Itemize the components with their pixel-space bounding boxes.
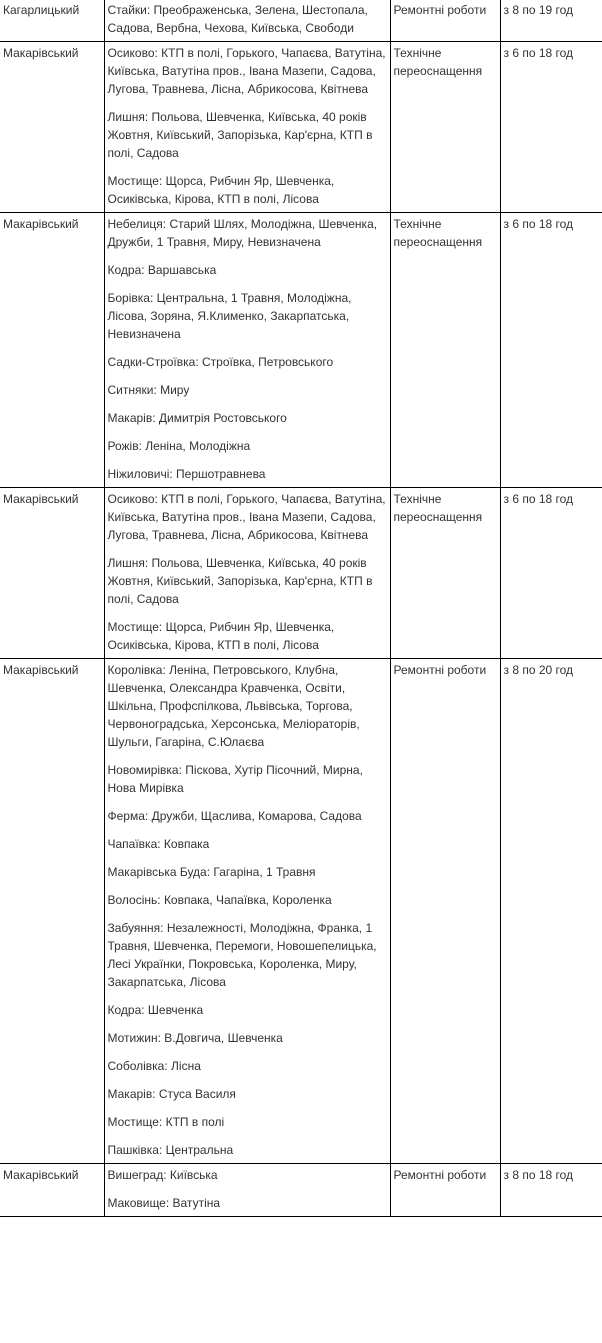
location-entry: Кодра: Шевченка [107,1003,204,1017]
location-entry: Макарів: Димитрія Ростовського [107,411,287,425]
location-entry: Пашківка: Центральна [107,1143,234,1157]
time-cell: з 8 по 20 год [500,659,602,1164]
location-entry: Забуяння: Незалежності, Молодіжна, Франка, 1 Травня, Шевченка, Перемоги, Новошепелицька, Лесі Українки, Покровська, Короленка, Миру, Закарпатська, Лісова [107,921,377,989]
location-entry: Ферма: Дружби, Щаслива, Комарова, Садова [107,809,362,823]
table-row [0,0,602,42]
location-entry: Осиково: КТП в полі, Горького, Чапаєва, Ватутіна, Київська, Ватутіна пров., Івана Мазепи, Садова, Лугова, Травнева, Лісна, Абрикосова, Квітнева [107,46,386,96]
district-cell: Макарівський [0,213,104,488]
district-cell: Кагарлицький [0,0,104,42]
location-entry: Осиково: КТП в полі, Горького, Чапаєва, Ватутіна, Київська, Ватутіна пров., Івана Мазепи, Садова, Лугова, Травнева, Лісна, Абрикосова, Квітнева [107,492,386,542]
location-entry: Маковище: Ватутіна [107,1196,221,1210]
district-cell: Макарівський [0,659,104,1164]
work-type-cell: Технічне переоснащення [390,42,500,213]
location-entry: Мостище: КТП в полі [107,1115,225,1129]
location-entry: Макарівська Буда: Гагаріна, 1 Травня [107,865,316,879]
table-row [0,1164,602,1217]
time-cell: з 8 по 19 год [500,0,602,42]
district-cell: Макарівський [0,1164,104,1217]
work-type-cell: Ремонтні роботи [390,659,500,1164]
work-type-cell: Технічне переоснащення [390,213,500,488]
time-cell: з 8 по 18 год [500,1164,602,1217]
locations-cell [104,0,390,42]
district-cell: Макарівський [0,488,104,659]
location-entry: Вишеград: Київська [107,1168,218,1182]
work-type-cell: Технічне переоснащення [390,488,500,659]
location-entry: Королівка: Леніна, Петровського, Клубна, Шевченка, Олександра Кравченка, Освіти, Шкільна, Профспілкова, Львівська, Торгова, Червоноградська, Херсонська, Меліораторів, Шульги, Гагаріна, С.Юлаєва [107,663,360,749]
table-row [0,659,602,1164]
location-entry: Садки-Строївка: Строївка, Петровського [107,355,334,369]
locations-cell [104,488,390,659]
table-row [0,42,602,213]
location-entry: Соболівка: Лісна [107,1059,201,1073]
location-entry: Борівка: Центральна, 1 Травня, Молодіжна, Лісова, Зоряна, Я.Клименко, Закарпатська, Невизначена [107,291,352,341]
locations-cell [104,213,390,488]
time-cell: з 6 по 18 год [500,42,602,213]
location-entry: Ніжиловичі: Першотравнева [107,467,266,481]
location-entry: Стайки: Преображенська, Зелена, Шестопала, Садова, Вербна, Чехова, Київська, Свободи [107,3,368,35]
location-entry: Небелиця: Старий Шлях, Молодіжна, Шевченка, Дружби, 1 Травня, Миру, Невизначена [107,217,378,249]
location-entry: Лишня: Польова, Шевченка, Київська, 40 років Жовтня, Київський, Запорізька, Кар'єрна, КТП в полі, Садова [107,556,373,606]
location-entry: Новомирівка: Піскова, Хутір Пісочний, Мирна, Нова Мирівка [107,763,363,795]
table-row [0,213,602,488]
locations-cell [104,1164,390,1217]
location-entry: Ситняки: Миру [107,383,190,397]
table-row [0,488,602,659]
work-type-cell: Ремонтні роботи [390,1164,500,1217]
location-entry: Чапаївка: Ковпака [107,837,210,851]
time-cell: з 6 по 18 год [500,488,602,659]
location-entry: Макарів: Стуса Василя [107,1087,236,1101]
location-entry: Мотижин: В.Довгича, Шевченка [107,1031,283,1045]
locations-cell [104,659,390,1164]
location-entry: Мостище: Щорса, Рибчин Яр, Шевченка, Осиківська, Кірова, КТП в полі, Лісова [107,174,335,206]
work-type-cell: Ремонтні роботи [390,0,500,42]
location-entry: Кодра: Варшавська [107,263,217,277]
location-entry: Мостище: Щорса, Рибчин Яр, Шевченка, Осиківська, Кірова, КТП в полі, Лісова [107,620,335,652]
location-entry: Волосінь: Ковпака, Чапаївка, Короленка [107,893,332,907]
district-cell: Макарівський [0,42,104,213]
locations-cell [104,42,390,213]
location-entry: Лишня: Польова, Шевченка, Київська, 40 років Жовтня, Київський, Запорізька, Кар'єрна, КТП в полі, Садова [107,110,373,160]
location-entry: Рожів: Леніна, Молодіжна [107,439,251,453]
time-cell: з 6 по 18 год [500,213,602,488]
